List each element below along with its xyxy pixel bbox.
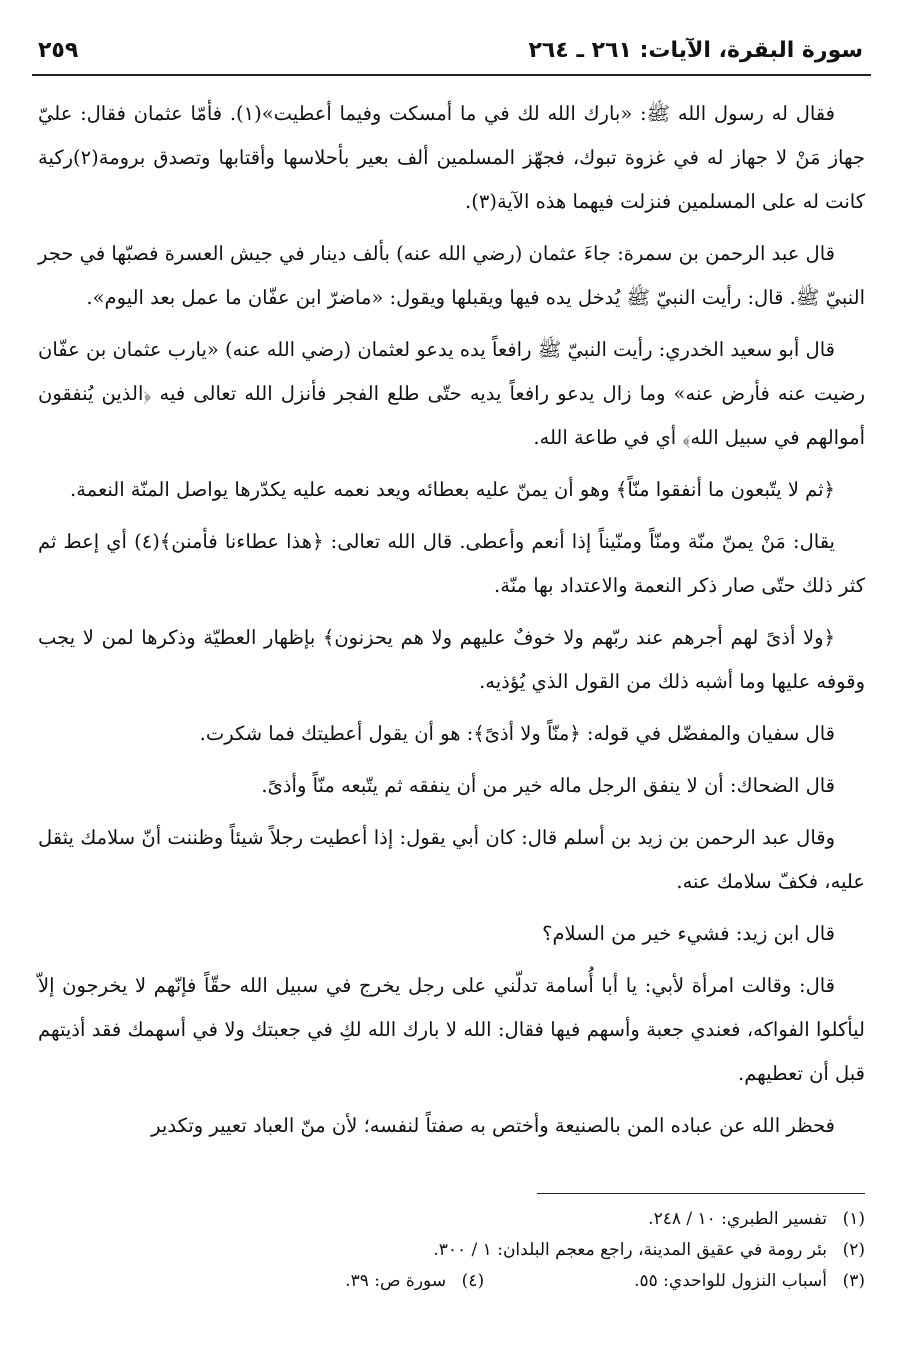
paragraph: فقال له رسول الله ﷺ: «بارك الله لك في ما أمسكت وفيما أعطيت»(١). فأمّا عثمان فقال: عليّ جهاز مَنْ لا جهاز له في غزوة تبوك، فجهّز المسلمين ألف بعير بأحلاسها وأقتابها وتصدق برومة(٢)ركية كانت له على المسلمين فنزلت فيهما هذه الآية(٣). xyxy=(38,102,865,213)
footnote-number: (١) xyxy=(842,1209,865,1229)
paragraph: قال سفيان والمفضّل في قوله: ﴿منّاً ولا أذىً﴾: هو أن يقول أعطيتك فما شكرت. xyxy=(199,722,835,745)
paragraph: وقال عبد الرحمن بن زيد بن أسلم قال: كان أبي يقول: إذا أعطيت رجلاً شيئاً وظننت أنّ سلامك يثقل عليه، فكفّ سلامك عنه. xyxy=(38,826,865,893)
body-text xyxy=(38,92,865,1156)
page-header xyxy=(32,34,871,74)
footnote xyxy=(38,1204,865,1235)
footnote xyxy=(38,1235,865,1266)
footnote-text: بئر رومة في عقيق المدينة، راجع معجم البلدان: ١ / ٣٠٠. xyxy=(433,1240,827,1260)
paragraph: يقال: مَنْ يمنّ منّة ومنّاً ومنّيناً إذا أنعم وأعطى. قال الله تعالى: ﴿هذا عطاءنا فأمنن﴾(٤) أي إعط ثم كثر ذلك حتّى صار ذكر النعمة والاعتداد بها منّة. xyxy=(38,530,865,597)
paragraph: قال أبو سعيد الخدري: رأيت النبيّ ﷺ رافعاً يده يدعو لعثمان (رضي الله عنه) «يارب عثمان بن عفّان رضيت عنه فأرض عنه» وما زال يدعو رافعاً يديه حتّى طلع الفجر فأنزل الله تعالى فيه ﴿الذين يُنفقون أموالهم في سبيل الله﴾ أي في طاعة الله. xyxy=(38,338,865,449)
footnote-number: (٤) xyxy=(461,1271,485,1291)
paragraph: قال ابن زيد: فشيء خير من السلام؟ xyxy=(542,922,835,945)
paragraph: ﴿ولا أذىً لهم أجرهم عند ربّهم ولا خوفٌ عليهم ولا هم يحزنون﴾ بإظهار العطيّة وذكرها لمن لا يجب وقوفه عليها وما أشبه ذلك من القول الذي يُؤذيه. xyxy=(38,626,865,693)
footnote-text: تفسير الطبري: ١٠ / ٢٤٨. xyxy=(648,1209,827,1229)
footnote-text: سورة ص: ٣٩. xyxy=(345,1271,447,1291)
footnote-number: (٢) xyxy=(842,1240,865,1260)
paragraph: فحظر الله عن عباده المن بالصنيعة وأختص به صفتاً لنفسه؛ لأن منّ العباد تعيير وتكدير xyxy=(151,1114,835,1137)
header-rule xyxy=(32,74,871,76)
page-number: ٢٥٩ xyxy=(38,38,79,63)
running-title: سورة البقرة، الآيات: ٢٦١ ـ ٢٦٤ xyxy=(528,38,863,63)
footnotes xyxy=(38,1204,865,1297)
paragraph: قال الضحاك: أن لا ينفق الرجل ماله خير من أن ينفقه ثم يتّبعه منّاً وأذىً. xyxy=(261,774,835,797)
footnote-text: أسباب النزول للواحدي: ٥٥. xyxy=(634,1271,827,1291)
footnote-gap xyxy=(484,1266,634,1297)
paragraph: قال عبد الرحمن بن سمرة: جاءَ عثمان (رضي الله عنه) بألف دينار في جيش العسرة فصبّها في حجر النبيّ ﷺ. قال: رأيت النبيّ ﷺ يُدخل يده فيها ويقبلها ويقول: «ماضرّ ابن عفّان ما عمل بعد اليوم». xyxy=(38,242,865,309)
footnote xyxy=(38,1266,865,1297)
paragraph: ﴿ثم لا يتّبعون ما أنفقوا منّاً﴾ وهو أن يمنّ عليه بعطائه ويعد نعمه عليه يكدّرها يواصل المنّة النعمة. xyxy=(70,478,835,501)
footnote-separator xyxy=(537,1193,865,1194)
paragraph: قال: وقالت امرأة لأبي: يا أبا أُسامة تدلّني على رجل يخرج في سبيل الله حقّاً فإنّهم لا يخرجون إلاّ ليأكلوا الفواكه، فعندي جعبة وأسهم فيها فقال: الله لا بارك الله لكِ في جعبتك ولا في أسهمك فقد أذيتهم قبل أن تعطيهم. xyxy=(38,974,865,1085)
footnote-number: (٣) xyxy=(842,1271,865,1291)
